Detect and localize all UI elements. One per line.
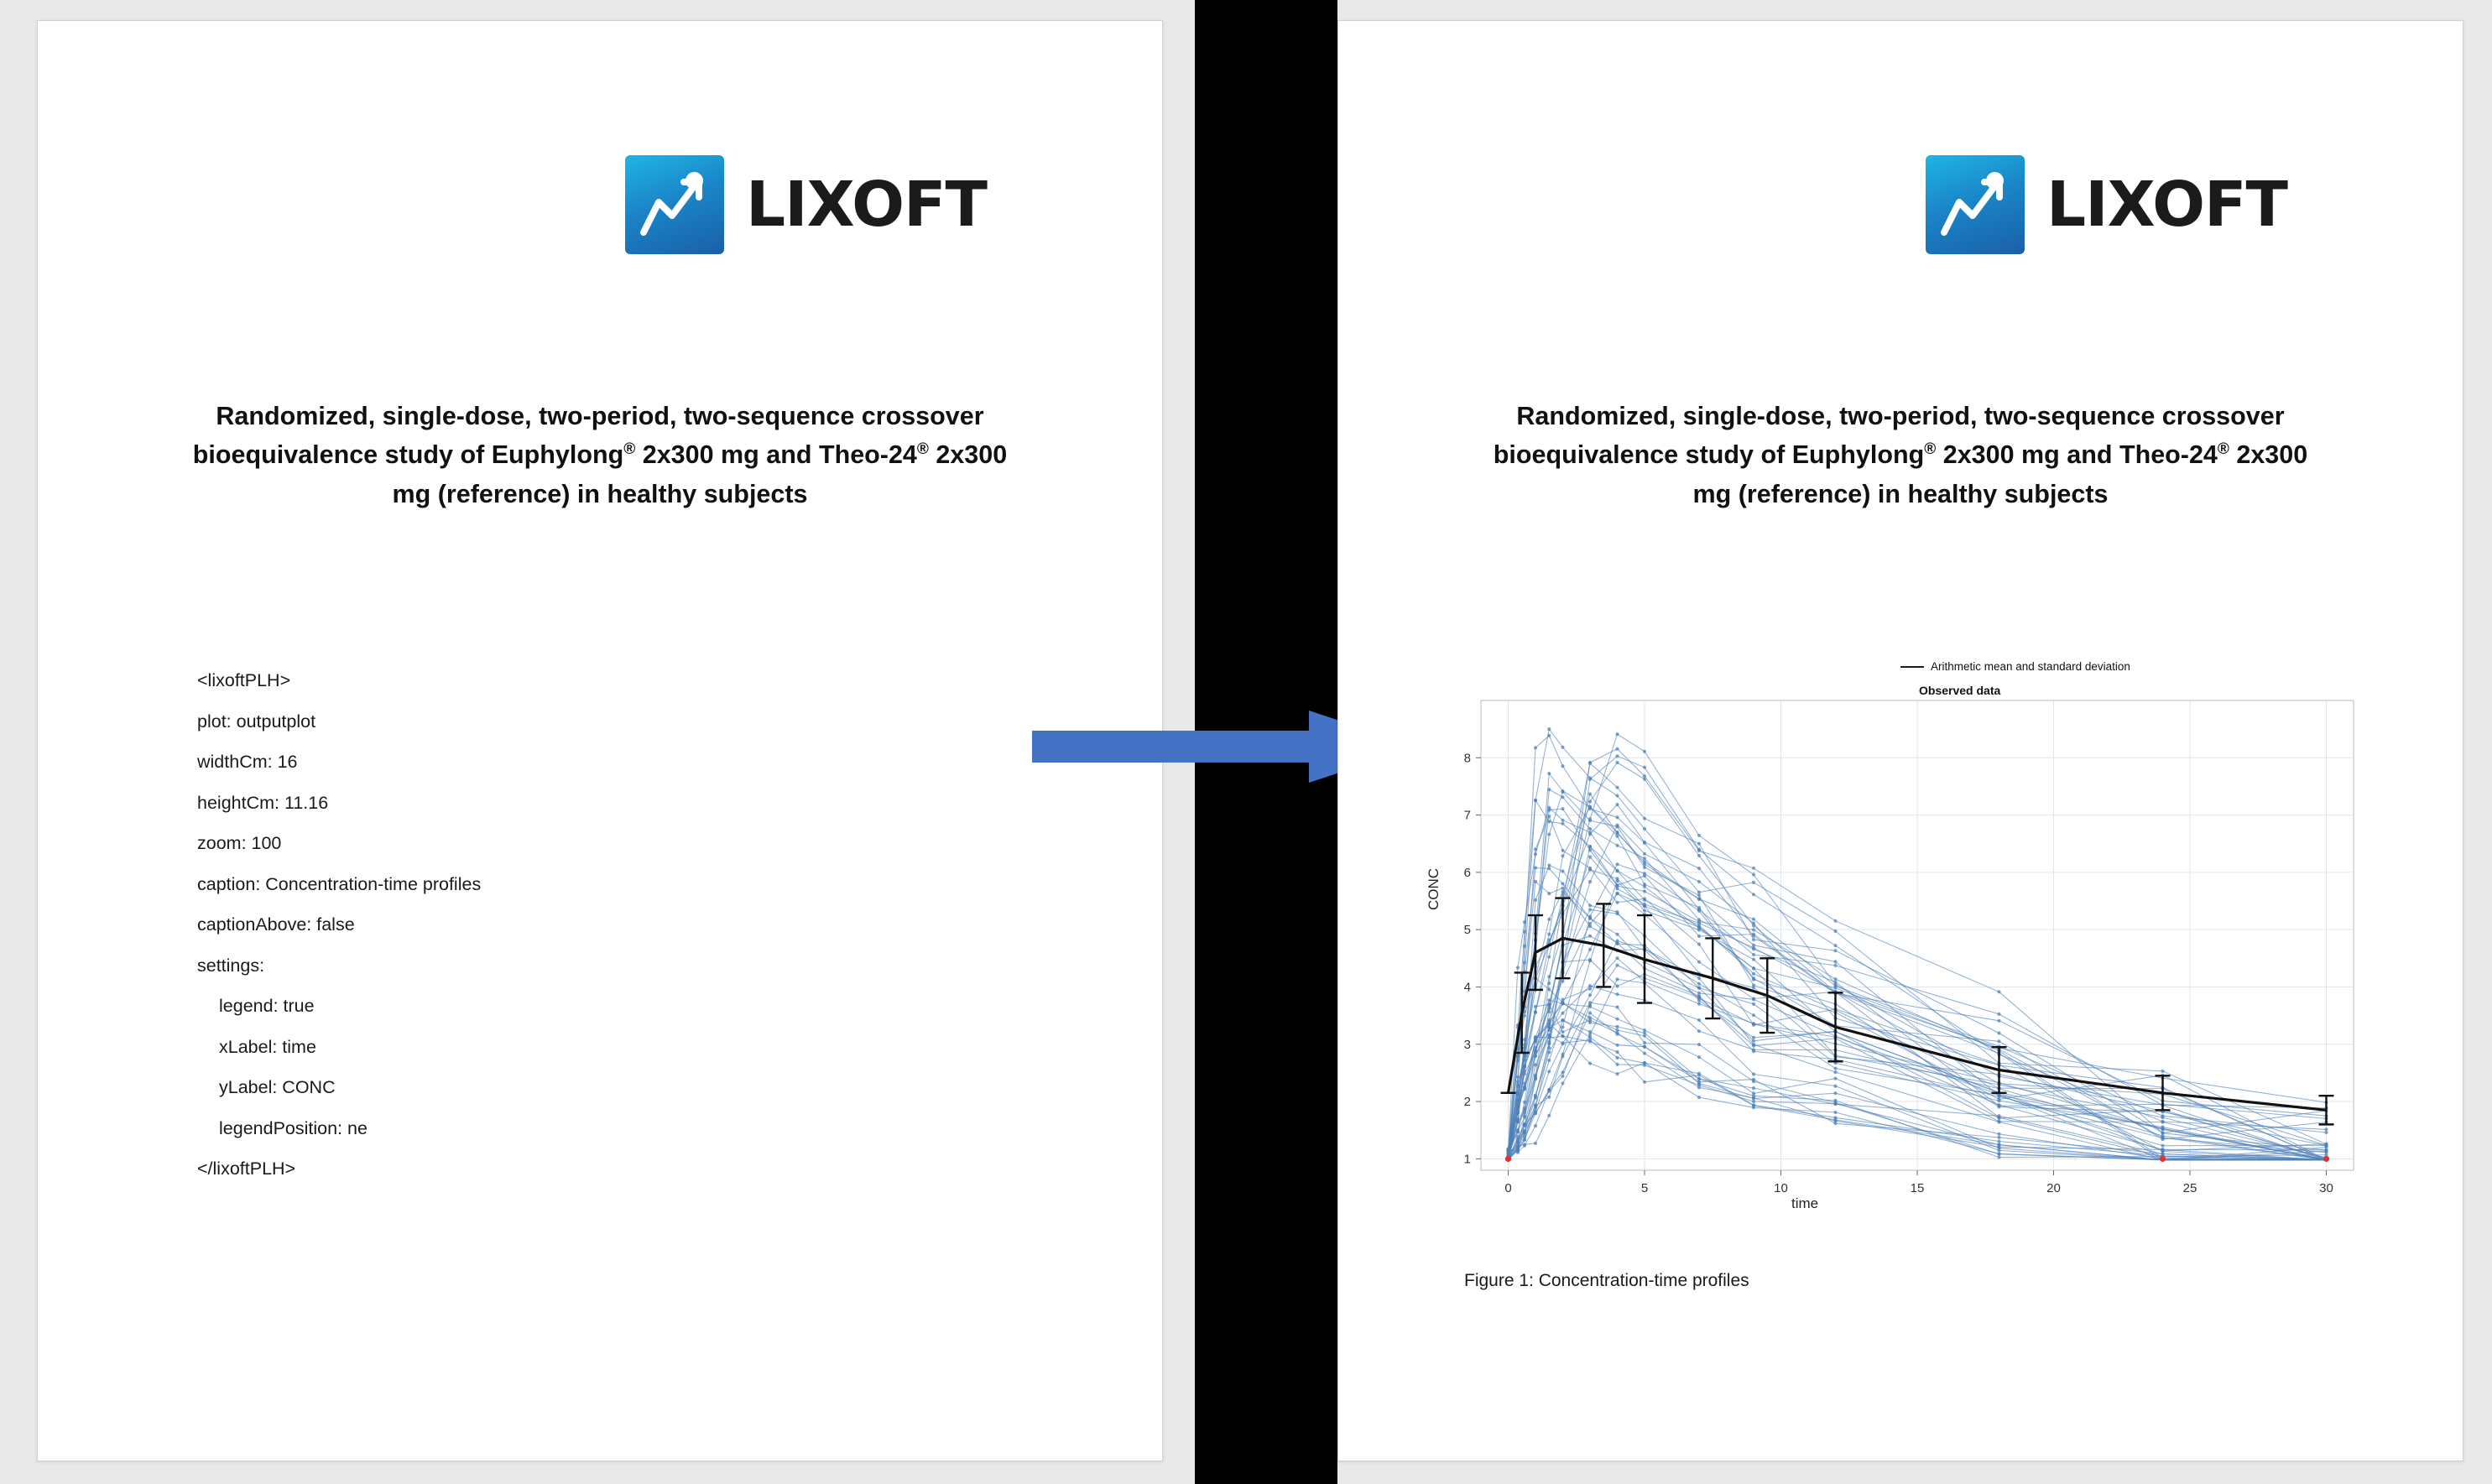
document-page-right <box>1337 20 2463 1461</box>
plh-code-block <box>197 672 952 1201</box>
plh-open-tag: <lixoftPLH> <box>197 670 291 690</box>
svg-text:5: 5 <box>1640 1181 1649 1195</box>
svg-text:25: 25 <box>2182 1181 2197 1195</box>
svg-text:30: 30 <box>2319 1181 2333 1195</box>
lixoft-logo <box>1926 155 2287 254</box>
title-sup-1: ® <box>1924 440 1937 459</box>
figure-caption: Figure 1: Concentration-time profiles <box>1464 1271 1749 1290</box>
plh-line: zoom: 100 <box>197 833 282 853</box>
plh-line: yLabel: CONC <box>219 1077 336 1097</box>
x-axis-label: time <box>1791 1195 1819 1211</box>
y-axis-label: CONC <box>1426 867 1442 910</box>
chart-canvas <box>1431 659 2396 1212</box>
title-line-3: mg (reference) in healthy subjects <box>392 479 808 508</box>
title-line-2c: 2x300 <box>2229 440 2308 470</box>
svg-text:2: 2 <box>1463 1095 1471 1110</box>
logo-wordmark: LIXOFT <box>746 169 988 241</box>
legend-group-title: Observed data <box>1919 684 2001 697</box>
plh-close-tag: </lixoftPLH> <box>197 1159 296 1179</box>
title-line-1: Randomized, single-dose, two-period, two-sequence crossover <box>216 402 984 430</box>
plh-line: plot: outputplot <box>197 711 316 732</box>
title-line-2a: bioequivalence study of Euphylong <box>1493 440 1925 470</box>
title-line-3: mg (reference) in healthy subjects <box>1692 479 2109 508</box>
lixoft-logo <box>625 155 987 254</box>
svg-text:15: 15 <box>1910 1181 1925 1195</box>
plh-line: settings: <box>197 955 265 976</box>
logo-wordmark: LIXOFT <box>2046 169 2288 241</box>
document-page-left <box>37 20 1163 1461</box>
page-title <box>1473 397 2328 513</box>
title-sup-2: ® <box>2217 440 2229 459</box>
plh-line: heightCm: 11.16 <box>197 792 329 813</box>
title-line-2c: 2x300 <box>928 440 1008 470</box>
svg-text:10: 10 <box>1774 1181 1788 1195</box>
svg-text:6: 6 <box>1463 865 1471 880</box>
svg-text:7: 7 <box>1463 808 1471 823</box>
logo-dot-icon <box>1986 172 2004 190</box>
svg-text:8: 8 <box>1463 751 1471 766</box>
page-title <box>172 397 1028 513</box>
title-line-1: Randomized, single-dose, two-period, two-sequence crossover <box>1516 402 2285 430</box>
svg-text:5: 5 <box>1463 923 1471 938</box>
title-line-2b: 2x300 mg and Theo-24 <box>1936 440 2218 470</box>
plh-line: captionAbove: false <box>197 914 355 935</box>
legend-mean-label: Arithmetic mean and standard deviation <box>1931 660 2130 673</box>
logo-dot-icon <box>686 172 703 190</box>
plh-line: caption: Concentration-time profiles <box>197 873 482 894</box>
svg-text:3: 3 <box>1463 1037 1471 1052</box>
plh-line: legendPosition: ne <box>219 1117 368 1138</box>
lixoft-logo-icon <box>1926 155 2025 254</box>
svg-text:1: 1 <box>1463 1152 1471 1167</box>
lixoft-logo-icon <box>625 155 724 254</box>
concentration-time-figure <box>1426 659 2396 1246</box>
title-line-2b: 2x300 mg and Theo-24 <box>635 440 917 470</box>
svg-text:20: 20 <box>2046 1181 2061 1195</box>
svg-text:4: 4 <box>1463 980 1471 995</box>
title-sup-1: ® <box>623 440 636 459</box>
title-sup-2: ® <box>916 440 929 459</box>
title-line-2a: bioequivalence study of Euphylong <box>192 440 624 470</box>
plh-line: widthCm: 16 <box>197 752 298 772</box>
plh-line: legend: true <box>219 996 315 1016</box>
svg-text:0: 0 <box>1504 1181 1512 1195</box>
plh-line: xLabel: time <box>219 1036 316 1057</box>
